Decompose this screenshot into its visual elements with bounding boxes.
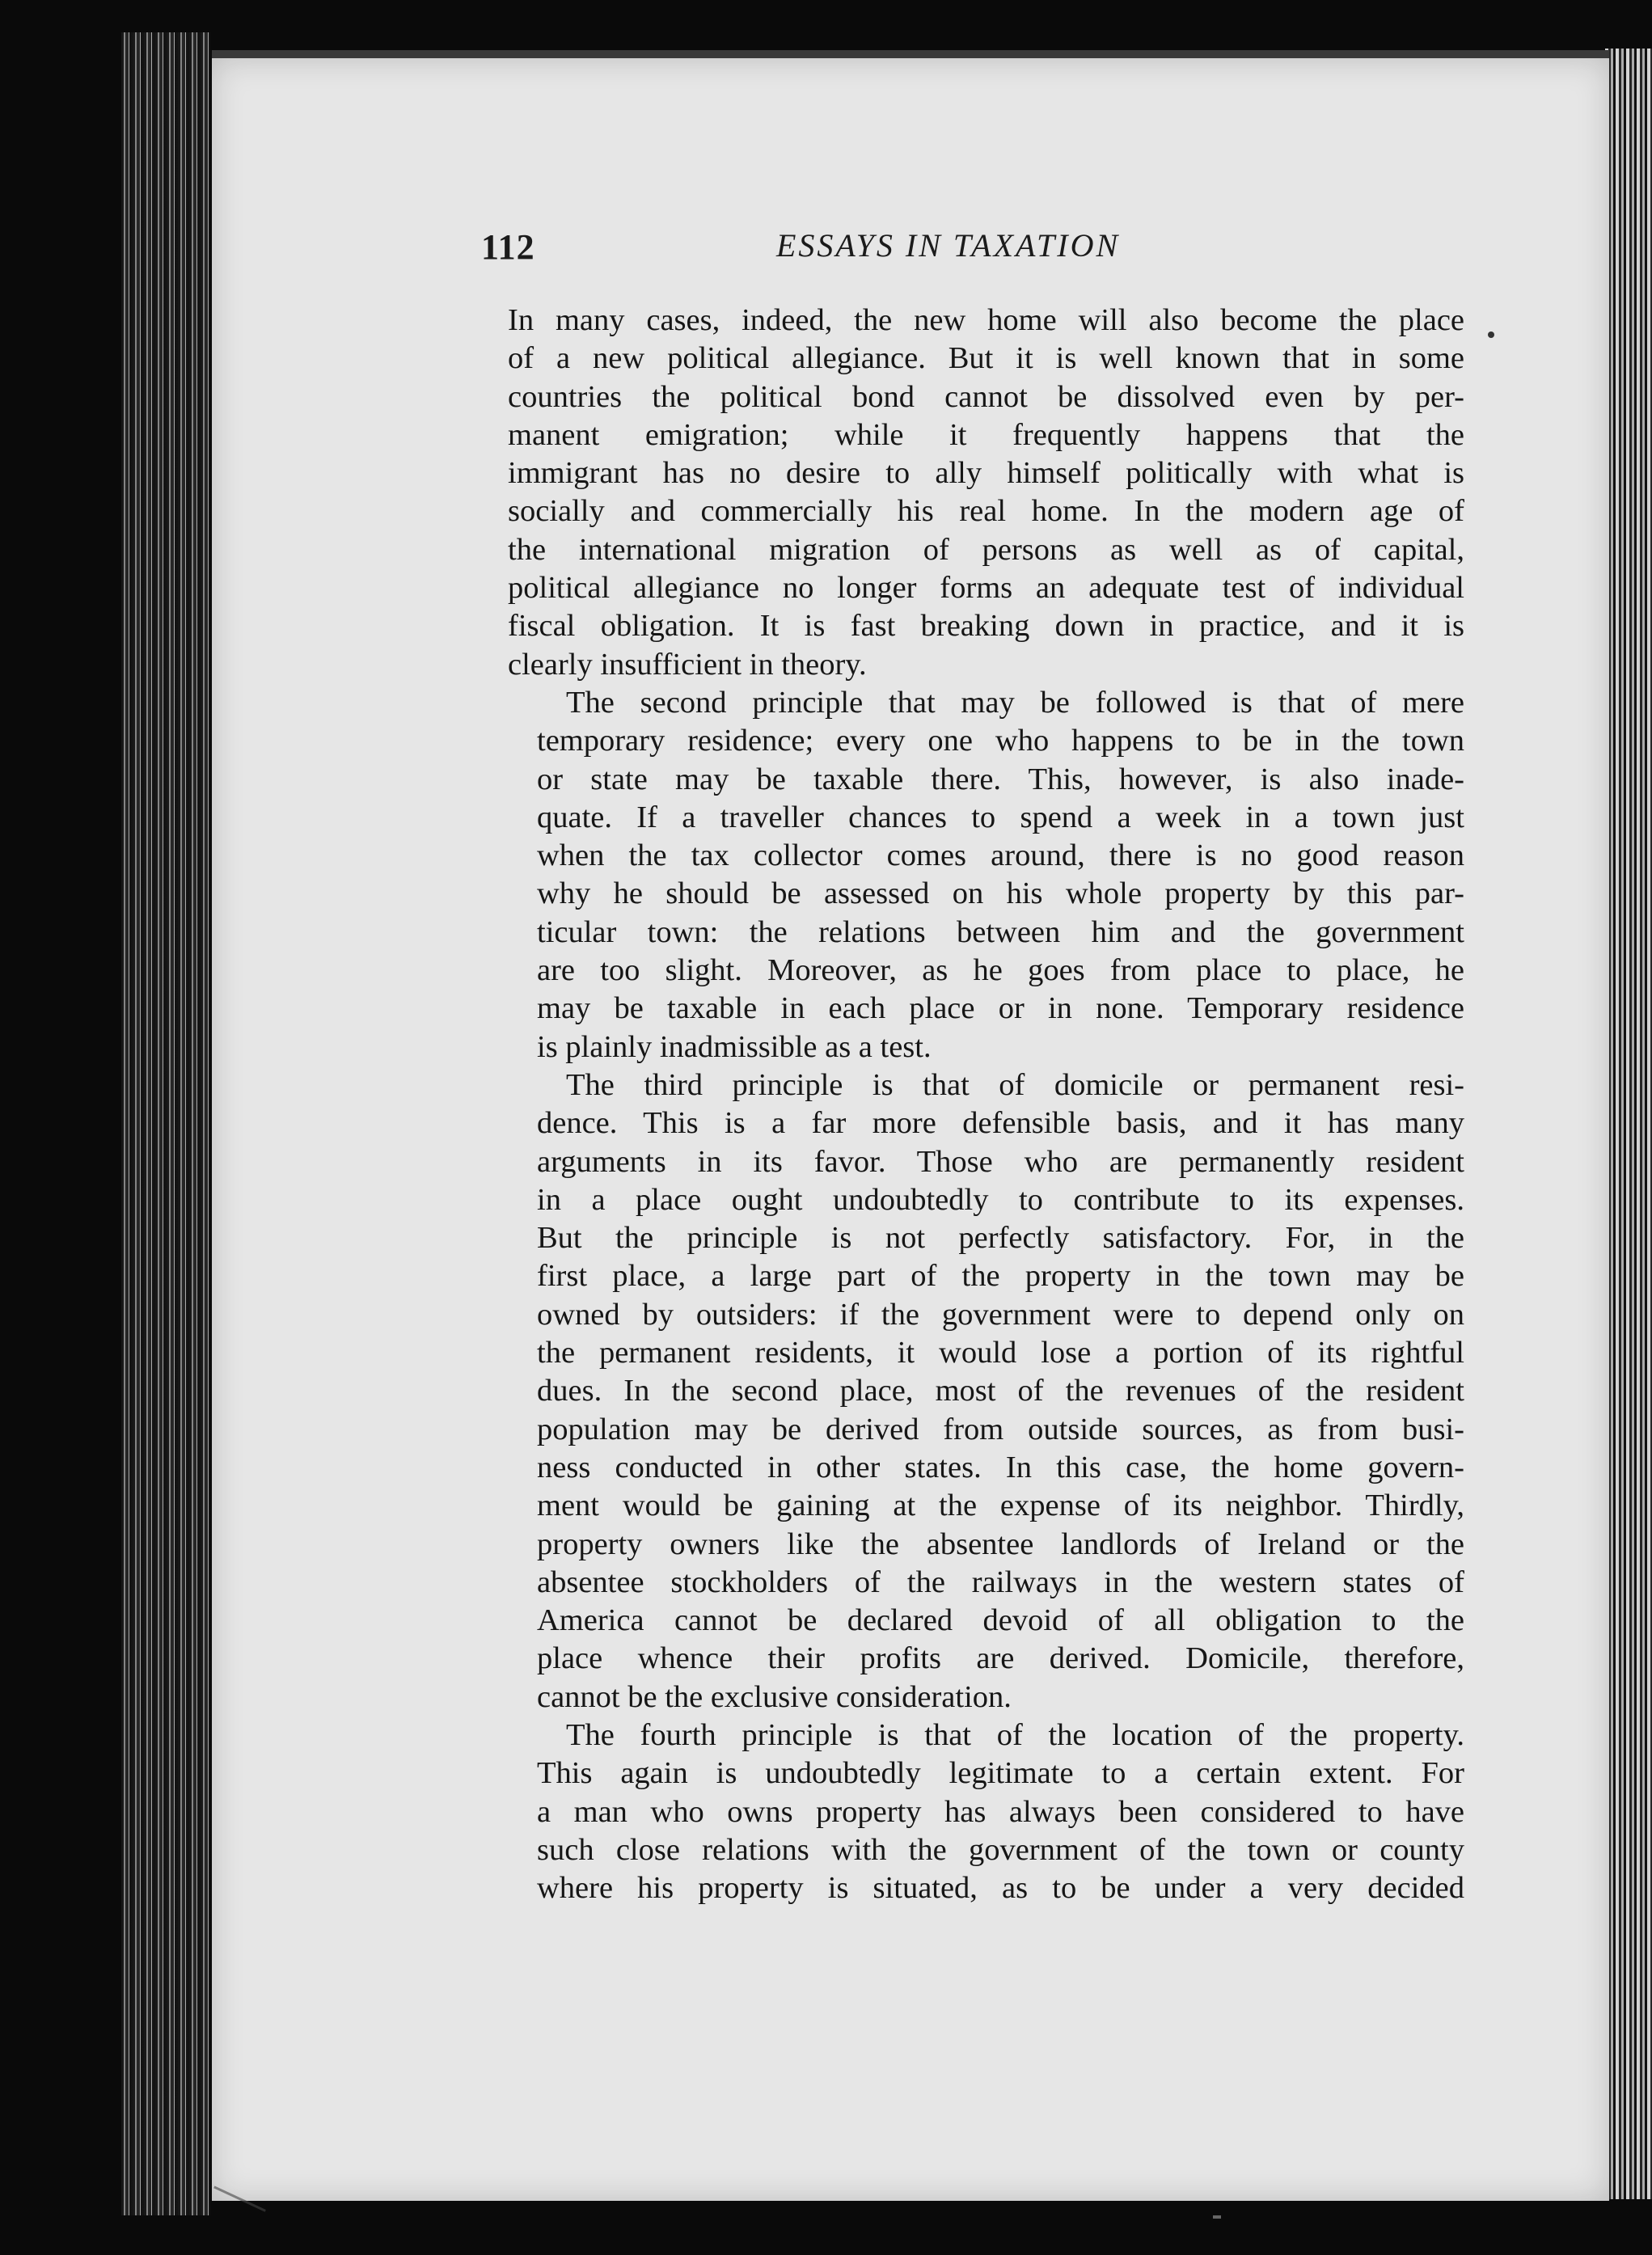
- text-line: ment would be gaining at the expense of its neighbor. Thirdly,: [537, 1489, 1464, 1523]
- text-line: dues. In the second place, most of the revenues of the resident: [537, 1374, 1464, 1408]
- text-line: The second principle that may be followed is that of mere: [566, 685, 1464, 720]
- text-line: cannot be the exclusive consideration.: [537, 1679, 1012, 1714]
- text-line: immigrant has no desire to ally himself politically with what is: [508, 456, 1464, 491]
- book-page-edges-right: [1605, 49, 1652, 2199]
- text-line: may be taxable in each place or in none. Temporary residence: [537, 991, 1464, 1026]
- text-line: political allegiance no longer forms an adequate test of individual: [508, 571, 1464, 606]
- text-line: population may be derived from outside sources, as from busi-: [537, 1412, 1464, 1446]
- paragraph-3: [508, 1066, 1464, 1717]
- ink-speck: [1213, 2215, 1221, 2219]
- text-line: arguments in its favor. Those who are permanently resident: [537, 1144, 1464, 1179]
- text-line: The fourth principle is that of the location of the property.: [566, 1717, 1464, 1752]
- body-text: [508, 302, 1464, 1907]
- text-line: countries the political bond cannot be dissolved even by per-: [508, 379, 1464, 414]
- running-head: ESSAYS IN TAXATION: [776, 227, 1121, 264]
- text-line: This again is undoubtedly legitimate to a certain extent. For: [537, 1756, 1464, 1791]
- text-line: owned by outsiders: if the government were to depend only on: [537, 1297, 1464, 1332]
- book-page-edges-left: [121, 32, 210, 2215]
- text-line: property owners like the absentee landlords of Ireland or the: [537, 1527, 1464, 1561]
- ink-speck: [1488, 331, 1494, 338]
- text-line: first place, a large part of the property in the town may be: [537, 1259, 1464, 1294]
- text-line: or state may be taxable there. This, however, is also inade-: [537, 762, 1464, 796]
- paragraph-2: [508, 684, 1464, 1066]
- text-line: quate. If a traveller chances to spend a week in a town just: [537, 800, 1464, 834]
- text-line: America cannot be declared devoid of all obligation to the: [537, 1603, 1464, 1638]
- text-line: manent emigration; while it frequently happens that the: [508, 417, 1464, 452]
- text-line: In many cases, indeed, the new home will also become the place: [508, 303, 1464, 337]
- text-line: the international migration of persons as well as of capital,: [508, 532, 1464, 567]
- text-line: fiscal obligation. It is fast breaking down in practice, and it is: [508, 609, 1464, 644]
- text-line: ticular town: the relations between him and the government: [537, 914, 1464, 949]
- page-number: 112: [481, 227, 535, 267]
- text-line: clearly insufficient in theory.: [508, 647, 867, 682]
- text-line: The third principle is that of domicile or permanent resi-: [566, 1067, 1464, 1102]
- paragraph-4: [508, 1717, 1464, 1907]
- text-line: But the principle is not perfectly satisfactory. For, in the: [537, 1221, 1464, 1256]
- text-line: a man who owns property has always been considered to have: [537, 1794, 1464, 1829]
- text-line: ness conducted in other states. In this case, the home govern-: [537, 1450, 1464, 1484]
- text-line: in a place ought undoubtedly to contribute to its expenses.: [537, 1182, 1464, 1217]
- text-line: where his property is situated, as to be under a very decided: [537, 1871, 1464, 1906]
- text-line: temporary residence; every one who happens to be in the town: [537, 724, 1464, 758]
- text-line: of a new political allegiance. But it is well known that in some: [508, 341, 1464, 376]
- text-line: is plainly inadmissible as a test.: [537, 1029, 932, 1064]
- text-line: why he should be assessed on his whole property by this par-: [537, 876, 1464, 911]
- text-line: absentee stockholders of the railways in the western states of: [537, 1565, 1464, 1599]
- text-line: the permanent residents, it would lose a portion of its rightful: [537, 1336, 1464, 1370]
- text-line: socially and commercially his real home. In the modern age of: [508, 494, 1464, 529]
- text-line: place whence their profits are derived. Domicile, therefore,: [537, 1641, 1464, 1676]
- text-line: such close relations with the government of the town or county: [537, 1832, 1464, 1867]
- text-line: are too slight. Moreover, as he goes from place to place, he: [537, 953, 1464, 988]
- page-header: [481, 226, 1468, 275]
- text-line: dence. This is a far more defensible basis, and it has many: [537, 1106, 1464, 1141]
- paragraph-1: [508, 302, 1464, 684]
- text-line: when the tax collector comes around, there is no good reason: [537, 838, 1464, 873]
